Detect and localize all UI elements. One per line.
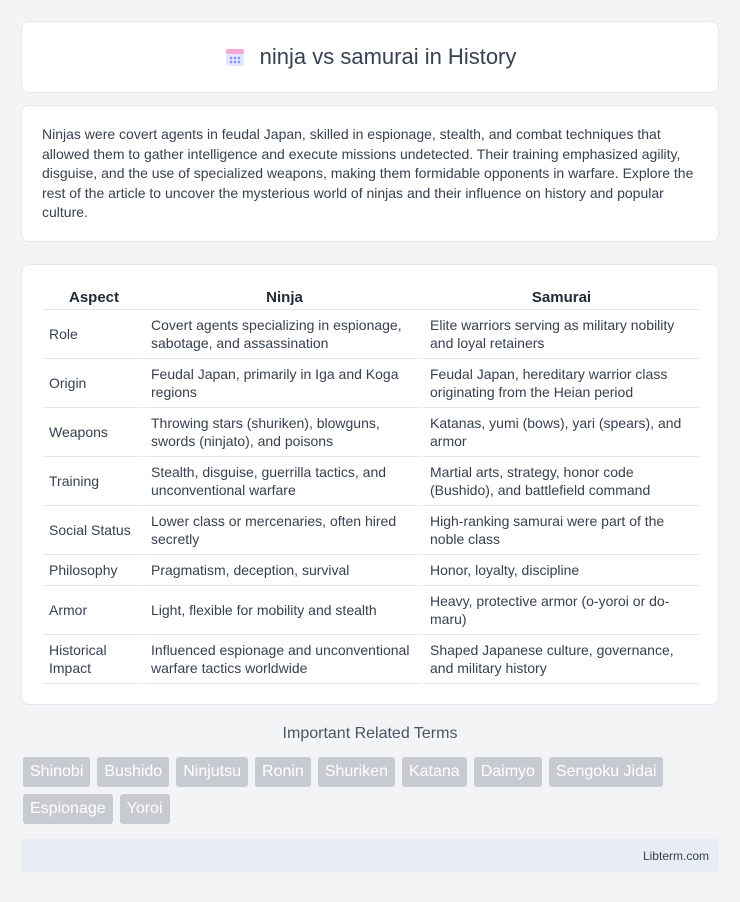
samurai-cell: Feudal Japan, hereditary warrior class originating from the Heian period: [424, 359, 699, 408]
tag-sengoku-jidai[interactable]: Sengoku Jidai: [549, 757, 664, 787]
samurai-cell: Katanas, yumi (bows), yari (spears), and armor: [424, 408, 699, 457]
ninja-cell: Light, flexible for mobility and stealth: [145, 586, 424, 635]
intro-card: [21, 105, 719, 242]
tag-espionage[interactable]: Espionage: [23, 794, 113, 824]
aspect-cell: Training: [43, 457, 145, 506]
ninja-cell: Lower class or mercenaries, often hired secretly: [145, 506, 424, 555]
header-aspect: Aspect: [43, 285, 145, 310]
aspect-cell: Role: [43, 310, 145, 359]
aspect-cell: Armor: [43, 586, 145, 635]
tag-katana[interactable]: Katana: [402, 757, 467, 787]
comparison-table-card: [21, 264, 719, 705]
ninja-cell: Stealth, disguise, guerrilla tactics, and unconventional warfare: [145, 457, 424, 506]
related-terms-tags: [23, 757, 723, 824]
footer-brand-link[interactable]: Libterm.com: [642, 848, 709, 863]
tag-yoroi[interactable]: Yoroi: [120, 794, 170, 824]
samurai-cell: Shaped Japanese culture, governance, and military history: [424, 635, 699, 684]
tag-shinobi[interactable]: Shinobi: [23, 757, 90, 787]
aspect-cell: Origin: [43, 359, 145, 408]
tag-ninjutsu[interactable]: Ninjutsu: [176, 757, 248, 787]
header-samurai: Samurai: [424, 285, 699, 310]
tag-daimyo[interactable]: Daimyo: [474, 757, 542, 787]
ninja-cell: Pragmatism, deception, survival: [145, 555, 424, 586]
samurai-cell: Elite warriors serving as military nobility and loyal retainers: [424, 310, 699, 359]
samurai-cell: Heavy, protective armor (o-yoroi or do-maru): [424, 586, 699, 635]
intro-paragraph: Ninjas were covert agents in feudal Japan, skilled in espionage, stealth, and combat techniques that allowed them to gather intelligence and execute missions undetected. Their training emphasized agility, disguise, and the use of specialized weapons, making them formidable opponents in warfare. Explore the rest of the article to uncover the mysterious world of ninjas and their influence on history and popular culture.: [42, 126, 694, 221]
tag-bushido[interactable]: Bushido: [97, 757, 169, 787]
table-row: [43, 359, 699, 408]
calendar-icon: [224, 46, 246, 68]
aspect-cell: Philosophy: [43, 555, 145, 586]
related-terms-title: Important Related Terms: [282, 725, 458, 742]
header-ninja: Ninja: [145, 285, 424, 310]
ninja-cell: Covert agents specializing in espionage, sabotage, and assassination: [145, 310, 424, 359]
table-header-row: [43, 285, 699, 310]
aspect-cell: Weapons: [43, 408, 145, 457]
samurai-cell: Martial arts, strategy, honor code (Bushido), and battlefield command: [424, 457, 699, 506]
ninja-cell: Feudal Japan, primarily in Iga and Koga regions: [145, 359, 424, 408]
table-row: [43, 506, 699, 555]
table-row: [43, 408, 699, 457]
samurai-cell: Honor, loyalty, discipline: [424, 555, 699, 586]
aspect-cell: Social Status: [43, 506, 145, 555]
comparison-table: [43, 285, 699, 684]
ninja-cell: Influenced espionage and unconventional warfare tactics worldwide: [145, 635, 424, 684]
header-card: [21, 21, 719, 93]
table-row: [43, 555, 699, 586]
title-wrap: [224, 44, 517, 70]
footer: [21, 839, 719, 872]
table-row: [43, 457, 699, 506]
table-row: [43, 586, 699, 635]
aspect-cell: Historical Impact: [43, 635, 145, 684]
table-row: [43, 635, 699, 684]
tag-ronin[interactable]: Ronin: [255, 757, 311, 787]
ninja-cell: Throwing stars (shuriken), blowguns, swords (ninjato), and poisons: [145, 408, 424, 457]
page-title: ninja vs samurai in History: [259, 44, 517, 69]
table-row: [43, 310, 699, 359]
samurai-cell: High-ranking samurai were part of the noble class: [424, 506, 699, 555]
tag-shuriken[interactable]: Shuriken: [318, 757, 395, 787]
